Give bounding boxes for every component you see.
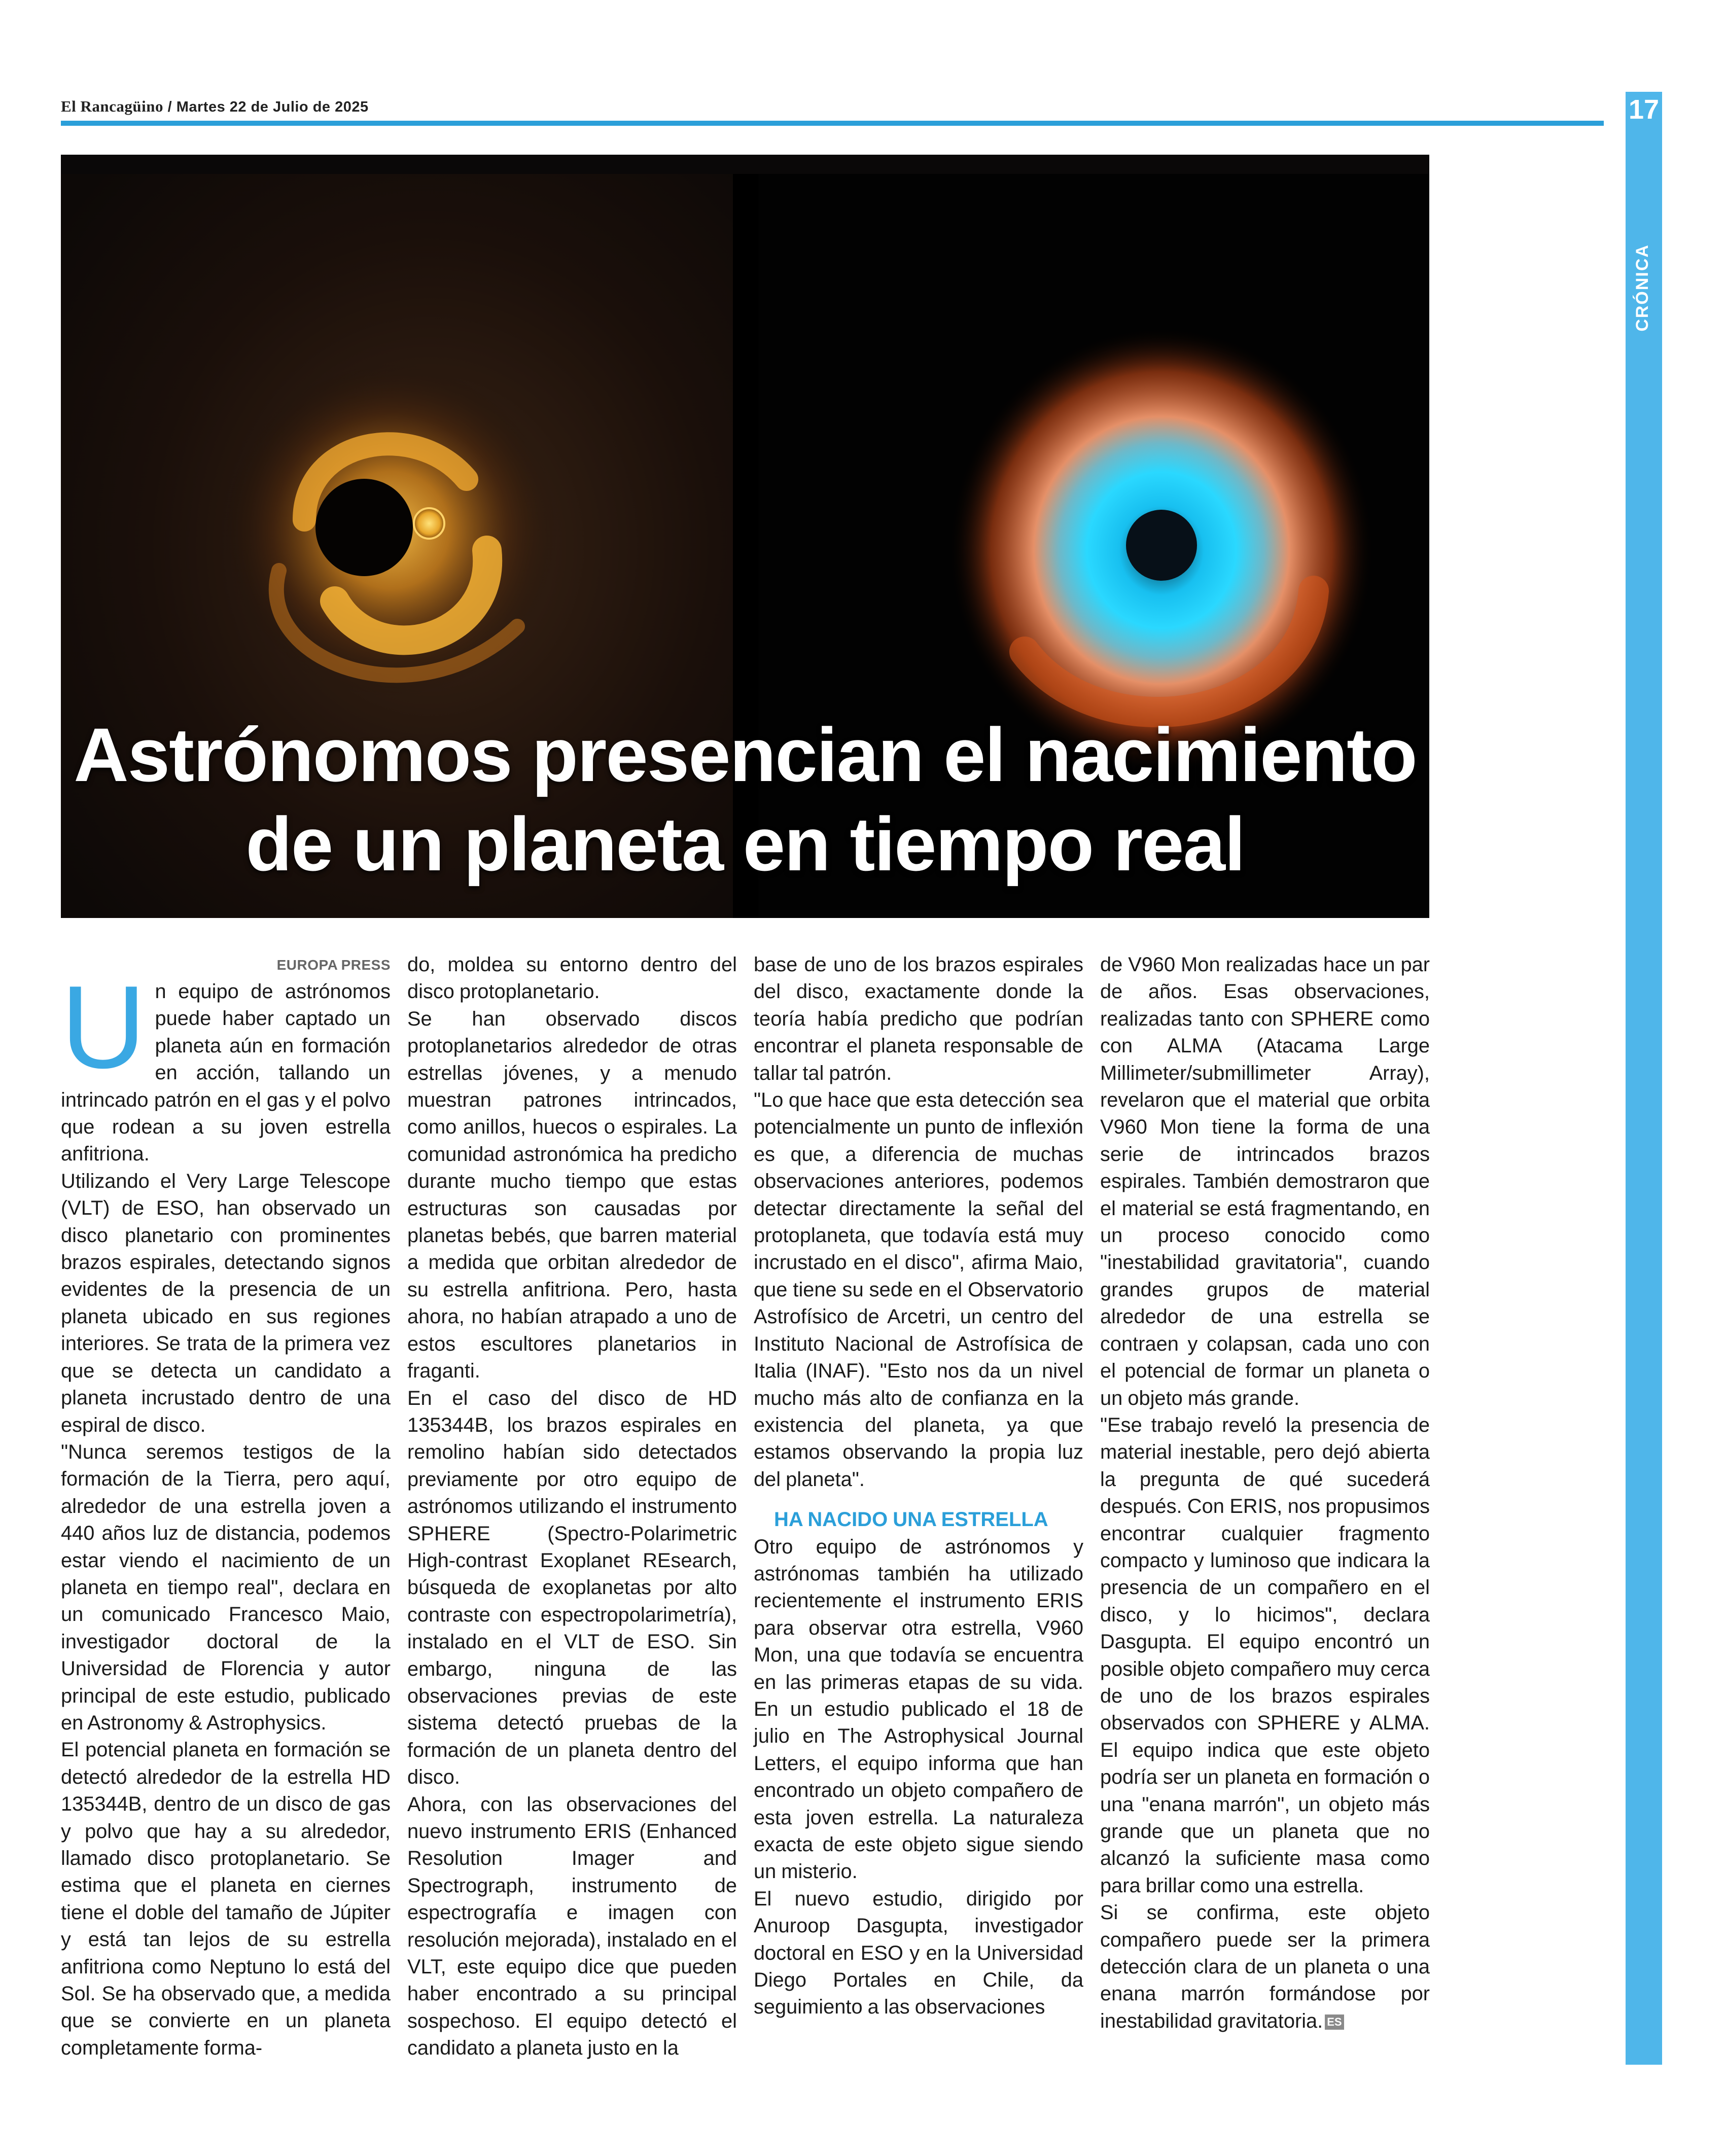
publication-date: Martes 22 de Julio de 2025 [176, 99, 369, 115]
paragraph: Se han observado discos protoplanetarios alrededor de otras estrellas jóvenes, y a menudo muestran patrones intrincados, como anillos, huecos o espirales. La comunidad astronómica ha predicho durante mucho tiempo que estas estructuras son causadas por planetas bebés, que barren material a medida que orbitan alrededor de su estrella anfitriona. Pero, hasta ahora, no habían atrapado a uno de estos escultores planetarios in fraganti. [407, 1007, 737, 1383]
header-rule [61, 121, 1604, 126]
coronagraph-mask [315, 479, 413, 576]
section-sidebar [1626, 92, 1662, 2065]
right-disk-center [1126, 510, 1197, 581]
hero-image [61, 155, 1429, 918]
page-number: 17 [1628, 94, 1660, 125]
closing-paragraph [1100, 1899, 1430, 2035]
paragraph: "Ese trabajo reveló la presencia de material inestable, pero dejó abierta la pregunta de qué sucederá después. Con ERIS, nos propusimos encontrar cualquier fragmento compacto y luminoso que indicara la presencia de un compañero en el disco, y lo hicimos", declara Dasgupta. El equipo encontró un posible objeto compañero muy cerca de uno de los brazos espirales observados con SPHERE y ALMA. El equipo indica que este objeto podría ser un planeta en formación o una "enana marrón", un objeto más grande que un planeta que no alcanzó la suficiente masa como para brillar como una estrella. [1100, 1413, 1430, 1897]
headline-line-1: Astrónomos presencian el nacimiento [74, 712, 1417, 797]
paragraph: de V960 Mon realizadas hace un par de años. Esas observaciones, realizadas tanto con SPHERE como con ALMA (Atacama Large Millimeter/submillimeter Array), revelaron que el material que orbita V960 Mon tiene la forma de una serie de intrincados brazos espirales. También demostraron que el material se está fragmentando, en un proceso conocido como "inestabilidad gravitatoria", cuando grandes grupos de material alrededor de una estrella se contraen y colapsan, cada uno con el potencial de formar un planeta o un objeto más grande. [1100, 953, 1430, 1409]
paragraph: El potencial planeta en formación se detectó alrededor de la estrella HD 135344B, dentro de un disco de gas y polvo que hay a su alrededor, llamado disco protoplanetario. Se estima que el planeta en ciernes tiene el doble del tamaño de Júpiter y está tan lejos de su estrella anfitriona como Neptuno lo está del Sol. Se ha observado que, a medida que se convierte en un planeta completamente forma- [61, 1739, 391, 2059]
byline: EUROPA PRESS [276, 957, 391, 973]
paragraph: El nuevo estudio, dirigido por Anuroop Dasgupta, investigador doctoral en ESO y en la Universidad Diego Portales en Chile, da seguimiento a las observaciones [754, 1887, 1083, 2019]
paragraph: En el caso del disco de HD 135344B, los brazos espirales en remolino habían sido detectados previamente por otro equipo de astrónomos utilizando el instrumento SPHERE (Spectro-Polarimetric High-contrast Exoplanet REsearch, búsqueda de exoplanetas por alto contraste con espectropolarimetría), instalado en el VLT de ESO. Sin embargo, ninguna de las observaciones previas de este sistema detectó pruebas de la formación de un planeta dentro del disco. [407, 1387, 737, 1789]
paragraph: Otro equipo de astrónomos y astrónomas también ha utilizado recientemente el instrumento ERIS para observar otra estrella, V960 Mon, una que todavía se encuentra en las primeras etapas de su vida. En un estudio publicado el 18 de julio en The Astrophysical Journal Letters, el equipo informa que han encontrado un objeto compañero de esta joven estrella. La naturaleza exacta de este objeto sigue siendo un misterio. [754, 1535, 1083, 1883]
masthead-separator: / [167, 99, 172, 115]
paragraph: base de uno de los brazos espirales del disco, exactamente donde la teoría había predicho que podrían encontrar el planeta responsable de tallar tal patrón. [754, 953, 1083, 1084]
paragraph: Utilizando el Very Large Telescope (VLT) de ESO, han observado un disco planetario con prominentes brazos espirales, detectando signos evidentes de la presencia de un planeta ubicado en sus regiones interiores. Se trata de la primera vez que se detecta un candidato a planeta incrustado dentro de una espiral de disco. [61, 1170, 391, 1436]
paragraph: do, moldea su entorno dentro del disco protoplanetario. [407, 953, 737, 1003]
paragraph: "Nunca seremos testigos de la formación de la Tierra, pero aquí, alrededor de una estrella joven a 440 años luz de distancia, podemos estar viendo el nacimiento de un planeta en tiempo real", declara en un comunicado Francesco Maio, investigador doctoral de la Universidad de Florencia y autor principal de este estudio, publicado en Astronomy & Astrophysics. [61, 1440, 391, 1734]
newspaper-name: El Rancagüino [61, 97, 164, 115]
protoplanet-marker [414, 508, 444, 539]
closing-text: Si se confirma, este objeto compañero puede ser la primera detección clara de un planeta o una enana marrón formándose por inestabilidad gravitatoria. [1100, 1901, 1430, 2032]
article-column-2 [407, 951, 737, 2067]
end-sign-off-icon: ES [1325, 2014, 1344, 2030]
subheading: HA NACIDO UNA ESTRELLA [774, 1508, 1048, 1531]
lead-text: n equipo de astrónomos puede haber captado un planeta aún en formación en acción, tallando un intrincado patrón en el gas y el polvo que rodean a su joven estrella anfitriona. [61, 980, 391, 1165]
headline-line-2: de un planeta en tiempo real [245, 801, 1245, 887]
article-column-3 [754, 951, 1083, 2067]
section-label: CRÓNICA [1633, 244, 1652, 332]
headline [61, 710, 1429, 889]
paragraph: Ahora, con las observaciones del nuevo instrumento ERIS (Enhanced Resolution Imager and Spectrograph, instrumento de espectrografía e imagen con resolución mejorada), instalado en el VLT, este equipo dice que pueden haber encontrado a su principal sospechoso. El equipo detectó el candidato a planeta justo en la [407, 1793, 737, 2060]
paragraph: "Lo que hace que esta detección sea potencialmente un punto de inflexión es que, a diferencia de muchas observaciones anteriores, podemos detectar directamente la señal del protoplaneta, que todavía está muy incrustado en el disco", afirma Maio, que tiene su sede en el Observatorio Astrofísico de Arcetri, un centro del Instituto Nacional de Astrofísica de Italia (INAF). "Esto nos da un nivel mucho más alto de confianza en la existencia del planeta, ya que estamos observando la propia luz del planeta". [754, 1089, 1083, 1491]
article-column-1 [61, 951, 391, 2067]
article-column-4 [1100, 951, 1430, 2067]
drop-cap: U [61, 962, 146, 1093]
